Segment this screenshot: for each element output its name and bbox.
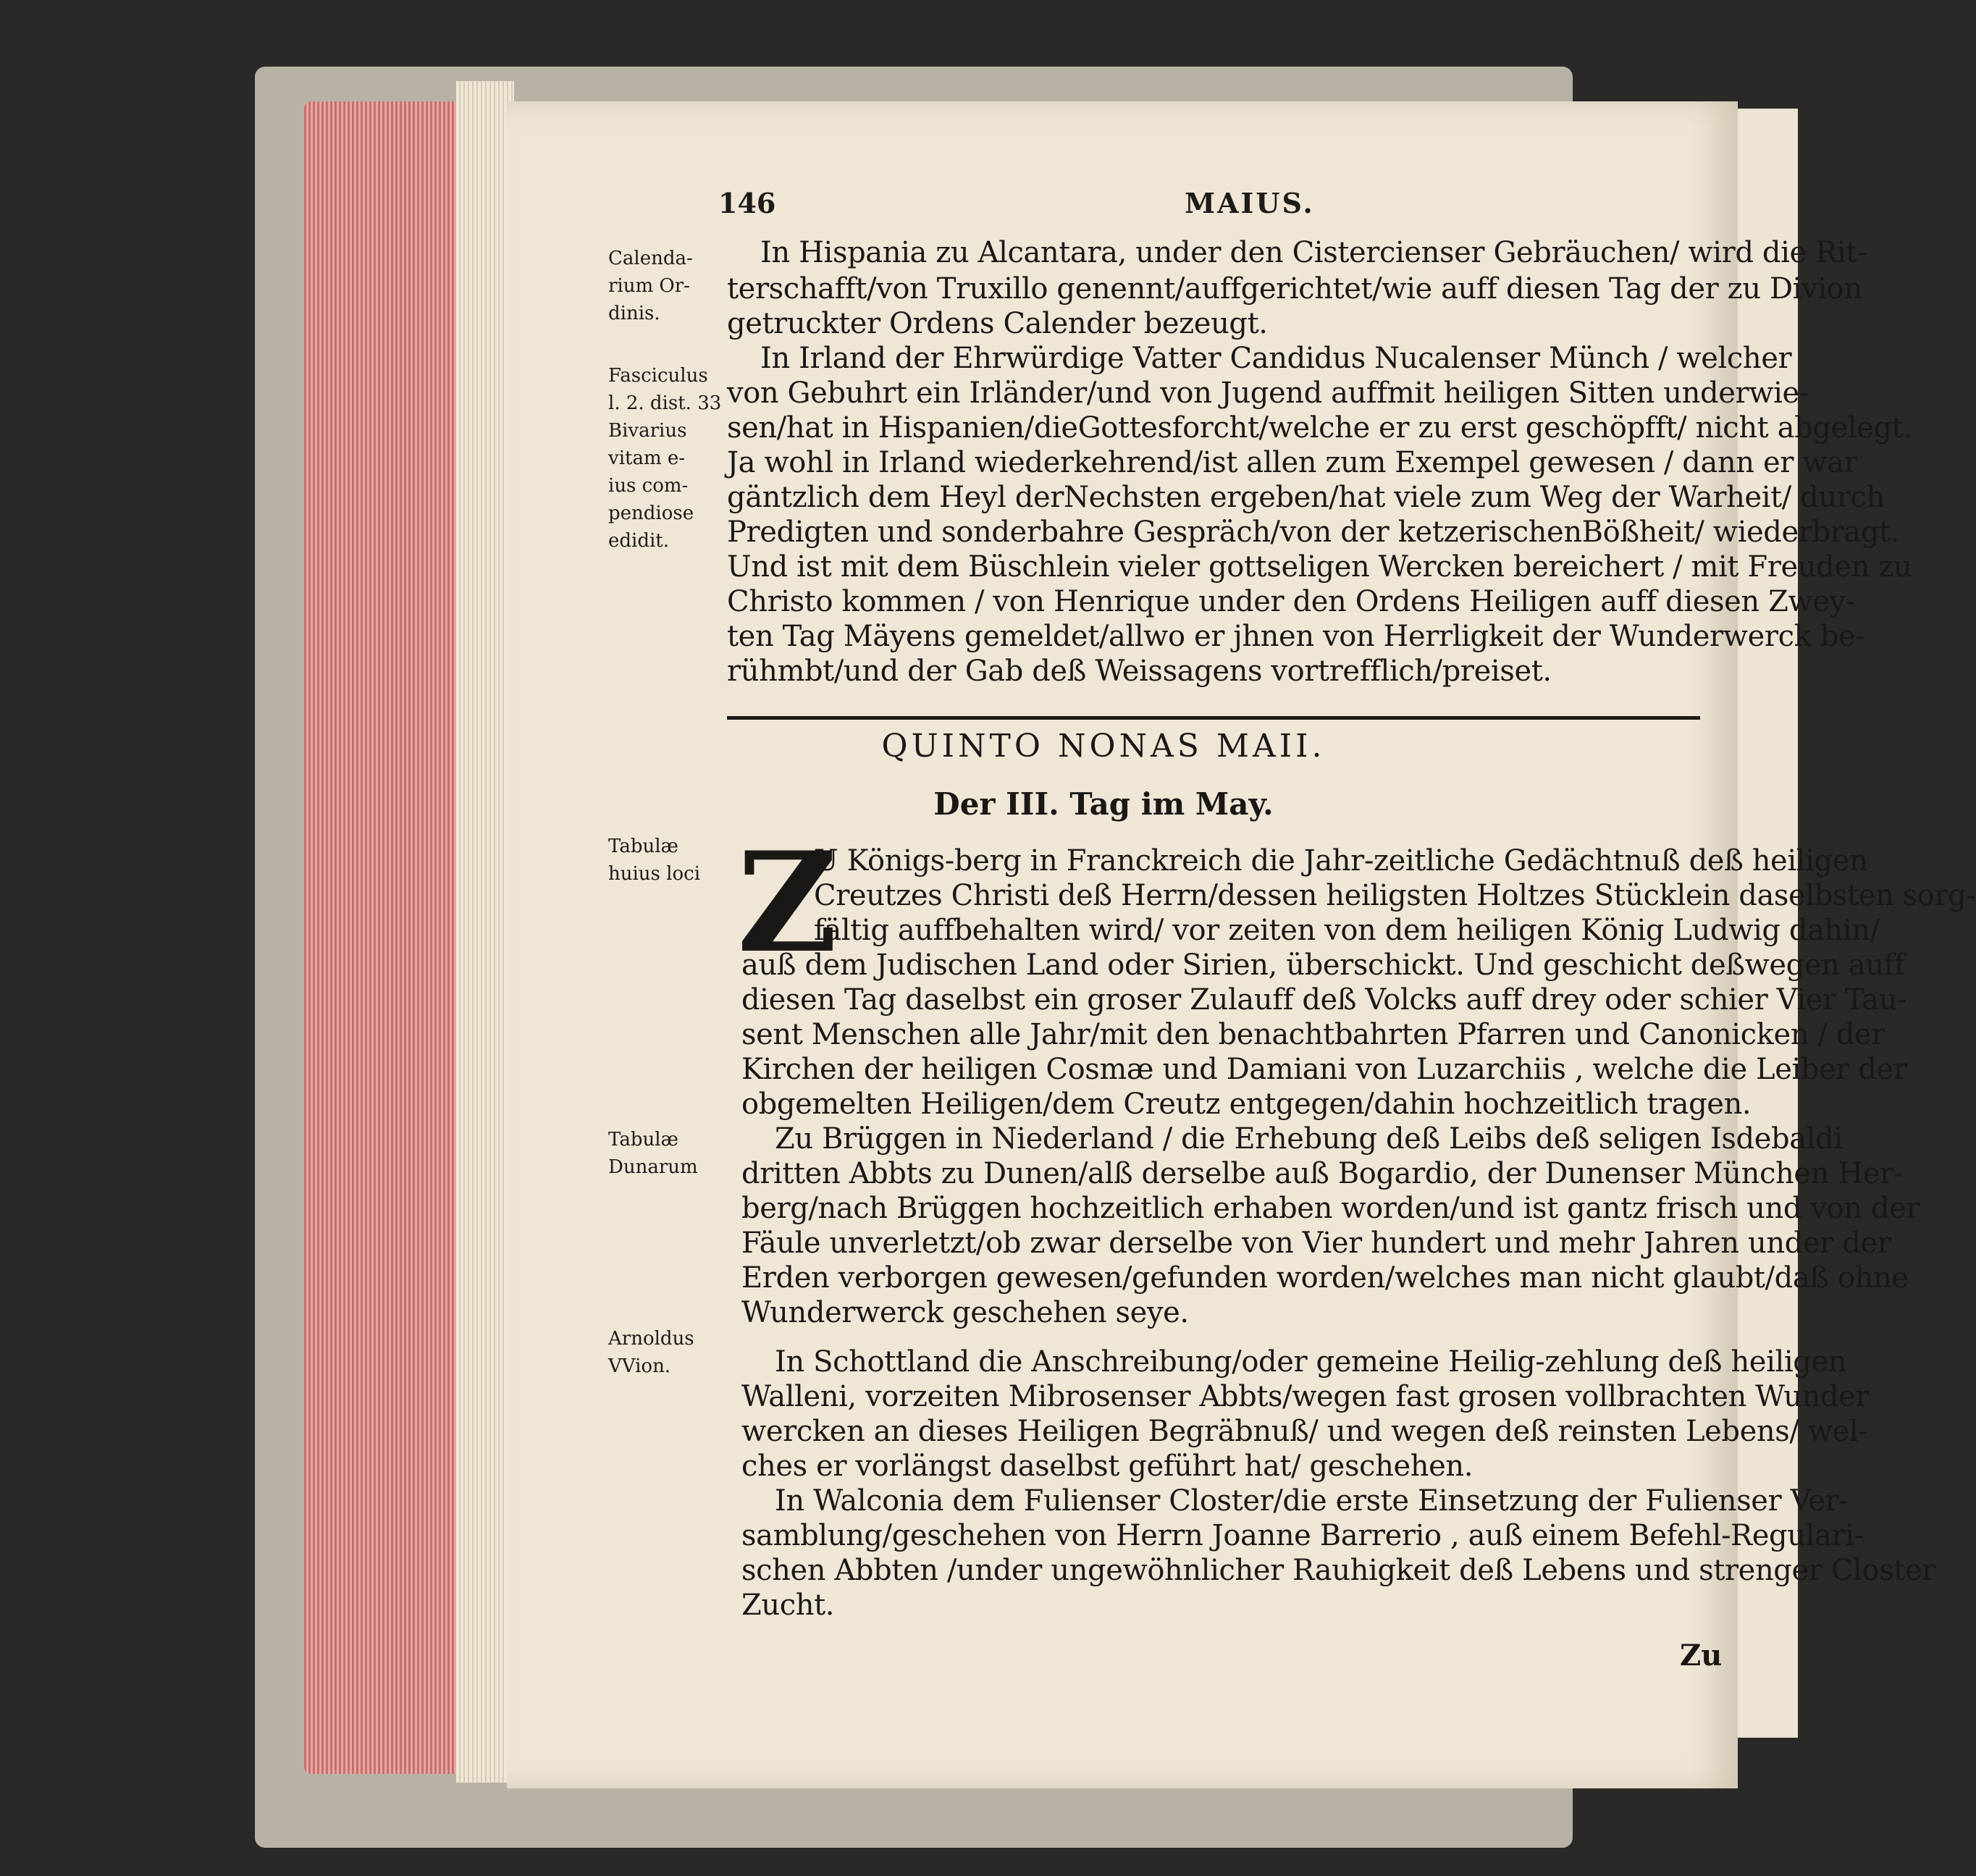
text-line: Creutzes Christi deß Herrn/dessen heiligsten Holtzes Stücklein daselbsten sorg- [814, 879, 1976, 912]
section-heading-german: Der III. Tag im May. [933, 786, 1274, 822]
catchword: Zu [1680, 1639, 1723, 1673]
text-line: In Schottland die Anschreibung/oder gemeine Heilig-zehlung deß heiligen [775, 1345, 1847, 1379]
text-line: Und ist mit dem Büschlein vieler gottseligen Wercken bereichert / mit Freuden zu [727, 550, 1912, 584]
text-line: wercken an dieses Heiligen Begräbnuß/ und wegen deß reinsten Lebens/ wel- [741, 1415, 1868, 1448]
text-line: In Irland der Ehrwürdige Vatter Candidus Nucalenser Münch / welcher [760, 342, 1792, 375]
text-line: terschafft/von Truxillo genennt/auffgerichtet/wie auff diesen Tag der zu Divion [727, 272, 1862, 306]
text-line: Zucht. [741, 1589, 835, 1622]
text-line: fältig auffbehalten wird/ vor zeiten von dem heiligen König Ludwig dahin/ [814, 914, 1880, 947]
text-line: Fäule unverletzt/ob zwar derselbe von Vier hundert und mehr Jahren under der [741, 1227, 1891, 1260]
text-line: samblung/geschehen von Herrn Joanne Barrerio , auß einem Befehl-Regulari- [741, 1519, 1864, 1552]
text-line: auß dem Judischen Land oder Sirien, überschickt. Und geschicht deßwegen auff [741, 948, 1905, 982]
text-line: dritten Abbts zu Dunen/alß derselbe auß Bogardio, der Dunenser München Her- [741, 1157, 1903, 1190]
margin-note-tabulae-dunarum: Tabulæ Dunarum [608, 1129, 698, 1178]
text-line: rühmbt/und der Gab deß Weissagens vortrefflich/preiset. [727, 655, 1552, 688]
margin-note-fasciculus: Fasciculus l. 2. dist. 33 Bivarius vitam e- ius com- pendiose edidit. [608, 365, 722, 552]
text-line: Wunderwerck geschehen seye. [741, 1296, 1189, 1329]
text-line: Ja wohl in Irland wiederkehrend/ist allen zum Exempel gewesen / dann er war [727, 446, 1858, 479]
page-number: 146 [718, 187, 776, 219]
text-line: obgemelten Heiligen/dem Creutz entgegen/dahin hochzeitlich tragen. [741, 1088, 1752, 1121]
text-line: Walleni, vorzeiten Mibrosenser Abbts/wegen fast grosen vollbrachten Wunder [741, 1380, 1870, 1413]
section-divider [727, 716, 1700, 720]
margin-note-calendarium: Calenda- rium Or- dinis. [608, 248, 693, 324]
text-line: von Gebuhrt ein Irländer/und von Jugend auffmit heiligen Sitten underwie- [727, 377, 1809, 410]
drop-cap-initial: Z [737, 822, 838, 983]
text-line: getruckter Ordens Calender bezeugt. [727, 307, 1268, 340]
text-line: sent Menschen alle Jahr/mit den benachtbahrten Pfarren und Canonicken / der [741, 1018, 1885, 1051]
text-line: In Hispania zu Alcantara, under den Cistercienser Gebräuchen/ wird die Rit- [760, 236, 1867, 269]
text-line: schen Abbten /under ungewöhnlicher Rauhigkeit deß Lebens und strenger Closter [741, 1554, 1935, 1587]
text-line: diesen Tag daselbst ein groser Zulauff deß Volcks auff drey oder schier Vier Tau- [741, 983, 1907, 1017]
text-line: Kirchen der heiligen Cosmæ und Damiani von Luzarchiis , welche die Leiber der [741, 1053, 1907, 1086]
section-heading-latin: QUINTO NONAS MAII. [881, 728, 1326, 765]
text-line: ches er vorlängst daselbst geführt hat/ geschehen. [741, 1450, 1473, 1483]
text-line: In Walconia dem Fulienser Closter/die erste Einsetzung der Fulienser Ver- [775, 1484, 1849, 1518]
text-line: berg/nach Brüggen hochzeitlich erhaben worden/und ist gantz frisch und von der [741, 1192, 1920, 1225]
margin-note-tabulae-loci: Tabulæ huius loci [608, 836, 701, 885]
text-line: Predigten und sonderbahre Gespräch/von der ketzerischenBößheit/ wiederbragt. [727, 516, 1900, 549]
text-line: sen/hat in Hispanien/dieGottesforcht/welche er zu erst geschöpfft/ nicht abgelegt. [727, 411, 1912, 445]
text-line: ten Tag Mäyens gemeldet/allwo er jhnen von Herrligkeit der Wunderwerck be- [727, 620, 1865, 653]
text-line: Erden verborgen gewesen/gefunden worden/welches man nicht glaubt/daß ohne [741, 1261, 1909, 1295]
text-line: U Königs-berg in Franckreich die Jahr-zeitliche Gedächtnuß deß heiligen [814, 844, 1868, 878]
page-edge-strip [456, 81, 514, 1783]
margin-note-arnoldus: Arnoldus VVion. [608, 1328, 694, 1377]
text-line: Christo kommen / von Henrique under den Ordens Heiligen auff diesen Zwey- [727, 585, 1855, 618]
running-head-month: MAIUS. [1185, 187, 1315, 219]
text-line: gäntzlich dem Heyl derNechsten ergeben/hat viele zum Weg der Warheit/ durch [727, 481, 1885, 514]
text-line: Zu Brüggen in Niederland / die Erhebung deß Leibs deß seligen Isdebaldi [775, 1122, 1843, 1156]
